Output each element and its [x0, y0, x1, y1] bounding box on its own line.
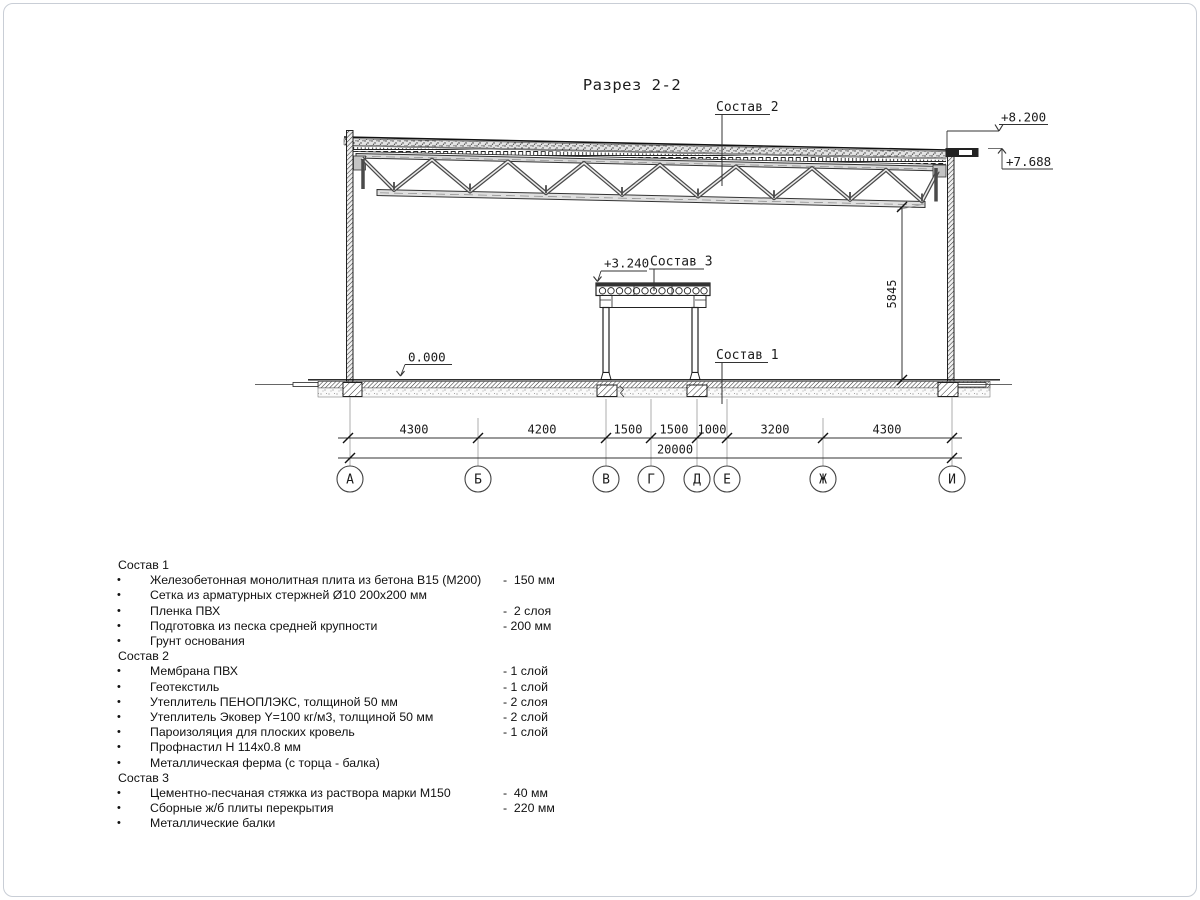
legend-item-text: Металлические балки: [150, 816, 276, 831]
right-wall: [948, 157, 955, 384]
legend-item: [112, 801, 592, 816]
legend-item-text: Металлическая ферма (с торца - балка): [150, 755, 380, 770]
callout-label: Состав 2: [716, 100, 779, 115]
legend-item-text: Пароизоляция для плоских кровель: [150, 725, 355, 740]
elevation-floor: [397, 365, 453, 377]
bullet-icon: •: [117, 756, 121, 769]
callout-label: Состав 1: [716, 348, 779, 363]
legend-item: [112, 634, 592, 649]
legend-item-qty: - 1 слой: [503, 664, 548, 679]
legend-item-qty: - 40 мм: [503, 786, 548, 801]
left-plinth: [343, 383, 362, 397]
floor-slab: [255, 380, 1012, 397]
legend-item-text: Пленка ПВХ: [150, 603, 221, 618]
legend-item-text: Железобетонная монолитная плита из бетона В15 (М200): [150, 573, 482, 588]
bullet-icon: •: [117, 604, 121, 617]
left-wall: [347, 131, 354, 384]
bullet-icon: •: [117, 665, 121, 678]
legend-item: [112, 756, 592, 771]
elevation-value: +3.240: [604, 255, 650, 271]
legend-item-text: Геотекстиль: [150, 679, 220, 694]
bullet-icon: •: [117, 787, 121, 800]
legend-item: [112, 740, 592, 755]
legend-item: [112, 710, 592, 725]
bullet-icon: •: [117, 695, 121, 708]
legend-item: [112, 619, 592, 634]
bullet-icon: •: [117, 726, 121, 739]
dim-total: 20000: [656, 442, 694, 457]
materials-legend: [112, 558, 592, 832]
legend-item: [112, 573, 592, 588]
legend-item-text: Утеплитель ПЕНОПЛЭКС, толщиной 50 мм: [150, 694, 398, 709]
legend-item-qty: - 1 слой: [503, 725, 548, 740]
legend-item-qty: - 2 слой: [503, 710, 548, 725]
dim-value: 1500: [613, 422, 643, 437]
legend-item-qty: - 220 мм: [503, 801, 555, 816]
legend-item-text: Профнастил Н 114x0.8 мм: [150, 740, 301, 755]
legend-group-title: Состав 3: [118, 770, 169, 785]
dim-value: 4300: [399, 422, 429, 437]
bullet-icon: •: [117, 635, 121, 648]
bullet-icon: •: [117, 574, 121, 587]
legend-item-qty: - 200 мм: [503, 618, 552, 633]
legend-item-qty: - 2 слоя: [503, 603, 552, 618]
axis-label: Д: [693, 472, 701, 488]
bullet-icon: •: [117, 711, 121, 724]
legend-item: [112, 588, 592, 603]
legend-item-qty: - 1 слой: [503, 679, 548, 694]
legend-item: [112, 680, 592, 695]
axis-labels: [346, 473, 956, 488]
legend-item-qty: - 150 мм: [503, 573, 555, 588]
mezzanine-structure: [596, 283, 710, 380]
legend-item: [112, 725, 592, 740]
dim-value: 4200: [527, 422, 557, 437]
bullet-icon: •: [117, 802, 121, 815]
legend-item-text: Цементно-песчаная стяжка из раствора марки М150: [150, 786, 451, 801]
legend-item-text: Сетка из арматурных стержней Ø10 200x200 мм: [150, 588, 427, 603]
legend-item: [112, 664, 592, 679]
extension-lines: [350, 397, 952, 466]
axis-label: Ж: [819, 472, 827, 488]
roof-edge-flashing: [946, 149, 978, 157]
vertical-dim-value: 5845: [885, 279, 899, 309]
legend-item-text: Грунт основания: [150, 634, 245, 649]
drawing-title: Разрез 2-2: [582, 76, 682, 94]
legend-item: [112, 816, 592, 831]
bullet-icon: •: [117, 741, 121, 754]
legend-item: [112, 604, 592, 619]
elevation-value: 0.000: [408, 349, 446, 365]
legend-item-qty: - 2 слоя: [503, 694, 548, 709]
axis-label: И: [948, 472, 956, 488]
vertical-dimension: [885, 202, 924, 385]
bullet-icon: •: [117, 817, 121, 830]
legend-item-text: Подготовка из песка средней крупности: [150, 618, 378, 633]
legend-group-title: Состав 2: [118, 649, 169, 664]
right-plinth: [938, 383, 958, 397]
callout-label: Состав 3: [650, 254, 713, 270]
elevation-mezzanine: [594, 271, 648, 282]
bullet-icon: •: [117, 680, 121, 693]
axis-label: Г: [647, 472, 655, 488]
elevation-value: +7.688: [1006, 154, 1052, 169]
legend-item: [112, 786, 592, 801]
axis-label: А: [346, 472, 354, 488]
legend-item: [112, 695, 592, 710]
axis-label: Б: [474, 472, 482, 488]
dim-value: 1500: [659, 422, 689, 437]
column-footing: [597, 385, 617, 397]
legend-group-title: Состав 1: [118, 558, 169, 572]
bullet-icon: •: [117, 619, 121, 632]
elevation-value: +8.200: [1001, 109, 1047, 125]
legend-item-text: Мембрана ПВХ: [150, 664, 239, 679]
dim-value: 3200: [760, 422, 790, 437]
axis-label: В: [602, 472, 610, 488]
dim-value: 4300: [872, 422, 902, 437]
legend-item-text: Утеплитель Эковер Y=100 кг/м3, толщиной 50 мм: [150, 710, 434, 725]
column-footing: [687, 385, 707, 397]
elevation-roof-high: [947, 125, 1048, 150]
bullet-icon: •: [117, 589, 121, 602]
dim-value: 1000: [697, 422, 727, 437]
dimension-chain: [338, 423, 962, 464]
legend-item-text: Сборные ж/б плиты перекрытия: [150, 801, 334, 816]
axis-label: Е: [723, 472, 731, 488]
